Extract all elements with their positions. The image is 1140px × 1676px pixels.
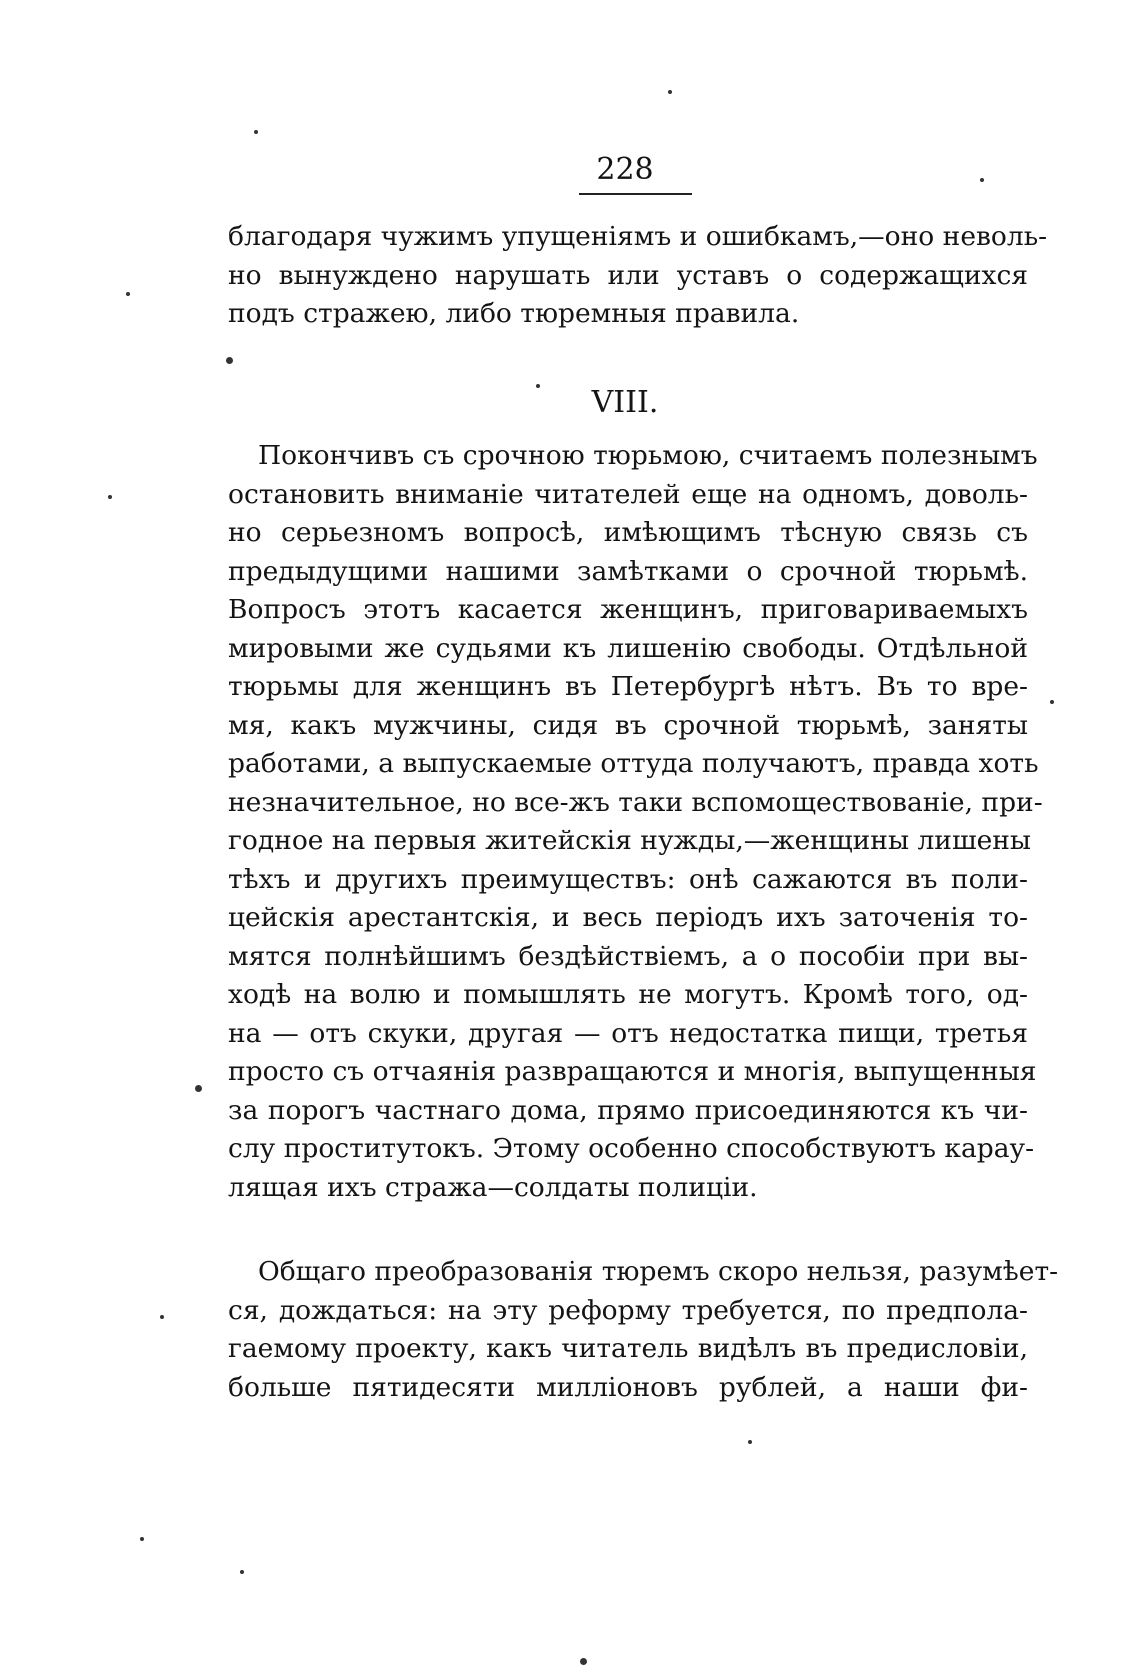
text-line: слу проститутокъ. Этому особенно способствуютъ карау- [228,1133,1035,1164]
print-speck [1050,700,1054,704]
print-speck [160,1315,164,1319]
text-line: Покончивъ съ срочною тюрьмою, считаемъ полезнымъ [258,440,1038,471]
print-speck [580,1658,587,1665]
print-speck [980,178,984,182]
text-line: предыдущими нашими замѣтками о срочной тюрьмѣ. [228,555,1028,587]
text-line: просто съ отчаянія развращаются и многія, выпущенныя [228,1056,1037,1087]
carryover-text [228,218,1048,334]
text-line: лящая ихъ стража—солдаты полиціи. [228,1171,758,1203]
print-speck [226,357,233,364]
paragraph-2 [228,1253,1059,1407]
text-line: гаемому проекту, какъ читатель видѣлъ въ предисловіи, [228,1333,1028,1364]
text-line: ходѣ на волю и помышлять не могутъ. Кромѣ того, од- [228,979,1028,1010]
text-line: годное на первыя житейскія нужды,—женщины лишены [228,825,1032,856]
text-line: подъ стражею, либо тюремныя правила. [228,298,800,329]
text-line: больше пятидесяти милліоновъ рублей, а наши фи- [228,1371,1028,1403]
text-line: но вынуждено нарушать или уставъ о содержащихся [228,259,1028,291]
text-line: мя, какъ мужчины, сидя въ срочной тюрьмѣ, заняты [228,709,1028,741]
text-line: благодаря чужимъ упущеніямъ и ошибкамъ,—оно неволь- [228,221,1048,252]
print-speck [140,1537,144,1541]
print-speck [195,1085,202,1092]
text-line: мировыми же судьями къ лишенію свободы. Отдѣльной [228,632,1028,664]
page-number: 228 [596,152,654,187]
text-line: цейскія арестантскія, и весь періодъ ихъ заточенія то- [228,902,1028,933]
text-line: тюрьмы для женщинъ въ Петербургѣ нѣтъ. Въ то вре- [228,671,1028,702]
text-line: Общаго преобразованія тюремъ скоро нельзя, разумѣет- [258,1256,1059,1287]
section-heading: VIII. [591,385,659,420]
print-speck [240,1570,244,1574]
text-line: незначительное, но все-жъ таки вспомоществованіе, при- [228,786,1043,818]
print-speck [748,1440,752,1444]
text-line: мятся полнѣйшимъ бездѣйствіемъ, а о пособіи при вы- [228,940,1028,972]
text-line: на — отъ скуки, другая — отъ недостатка пищи, третья [228,1017,1028,1049]
text-line: за порогъ частнаго дома, прямо присоединяются къ чи- [228,1094,1028,1126]
paragraph-1 [228,437,1043,1207]
print-speck [254,130,258,134]
text-line: ся, дождаться: на эту реформу требуется, по предпола- [228,1294,1028,1326]
print-speck [668,90,672,94]
text-line: Вопросъ этотъ касается женщинъ, приговариваемыхъ [228,594,1028,625]
print-speck [536,384,540,388]
text-line: работами, а выпускаемые оттуда получаютъ, правда хоть [228,748,1039,779]
print-speck [108,495,112,499]
text-line: остановить вниманіе читателей еще на одномъ, доволь- [228,478,1028,510]
page-number-rule [579,193,692,195]
text-line: тѣхъ и другихъ преимуществъ: онѣ сажаются въ поли- [228,863,1028,895]
print-speck [126,292,130,296]
text-line: но серьезномъ вопросѣ, имѣющимъ тѣсную связь съ [228,517,1028,548]
